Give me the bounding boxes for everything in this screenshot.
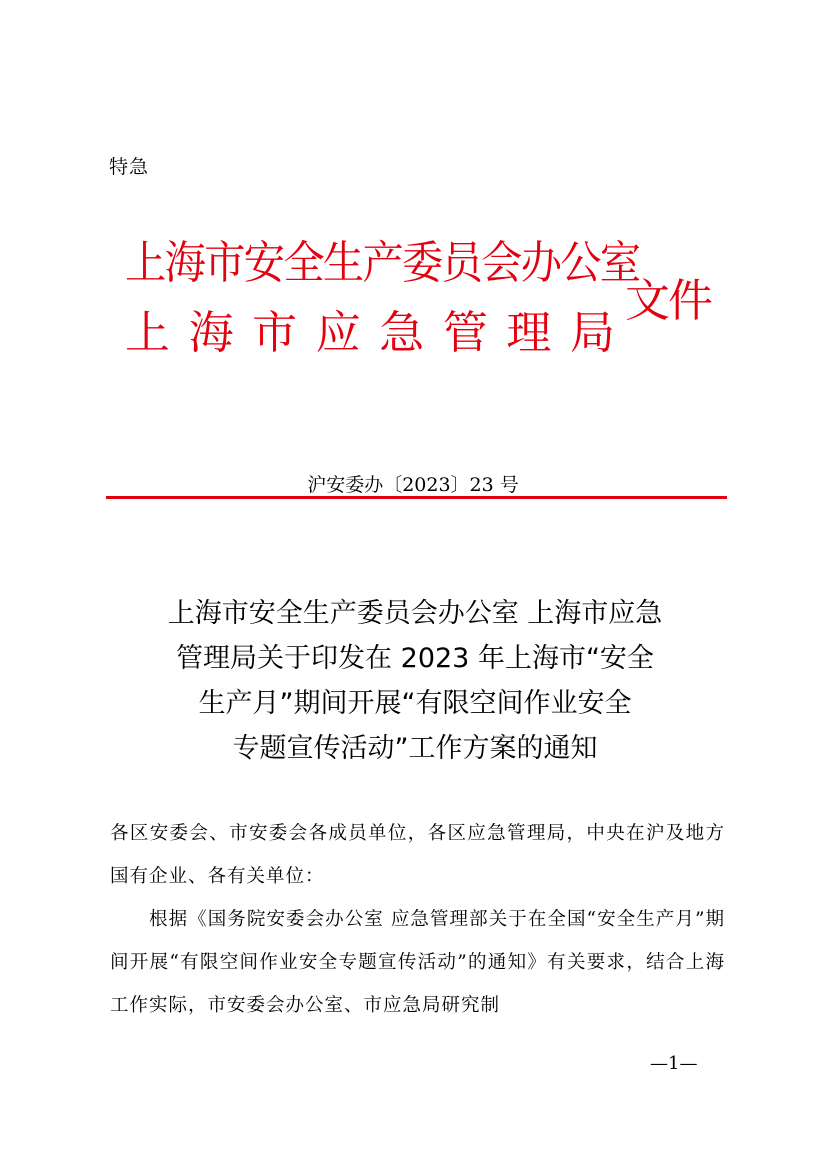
document-type-label: 文件 (625, 274, 712, 327)
issuer-name-2-char: 局 (569, 306, 615, 359)
document-header (125, 228, 725, 378)
issuer-name-2-char: 市 (252, 306, 298, 359)
issuer-name-2-char: 海 (188, 306, 234, 359)
issuer-name-2-char: 理 (506, 306, 552, 359)
body-paragraph: 根据《国务院安委会办公室 应急管理部关于在全国“安全生产月”期间开展“有限空间作业安全专题宣传活动”的通知》有关要求，结合上海工作实际，市安委会办公室、市应急局研究制 (110, 909, 725, 1016)
document-body (110, 812, 725, 1027)
page-number: —1— (650, 1053, 698, 1074)
issuer-name-2-char: 应 (315, 306, 361, 359)
title-line: 专题宣传活动”工作方案的通知 (232, 733, 598, 764)
issuer-name-2-char: 急 (379, 306, 425, 359)
red-divider (106, 496, 727, 499)
salutation: 各区安委会、市安委会各成员单位，各区应急管理局，中央在沪及地方国有企业、各有关单位： (110, 823, 725, 887)
title-line: 生产月”期间开展“有限空间作业安全 (198, 688, 632, 719)
title-line: 上海市安全生产委员会办公室 上海市应急 (167, 598, 663, 629)
document-title (100, 591, 730, 771)
issuer-name-2-char: 管 (442, 306, 488, 359)
title-line: 管理局关于印发在 2023 年上海市“安全 (176, 643, 654, 674)
document-number: 沪安委办〔2023〕23 号 (307, 474, 519, 496)
issuer-name-2 (125, 298, 615, 368)
issuer-name-1: 上海市安全生产委员会办公室 (125, 236, 640, 289)
issuer-name-2-char: 上 (125, 306, 171, 359)
urgency-label: 特急 (109, 156, 150, 178)
